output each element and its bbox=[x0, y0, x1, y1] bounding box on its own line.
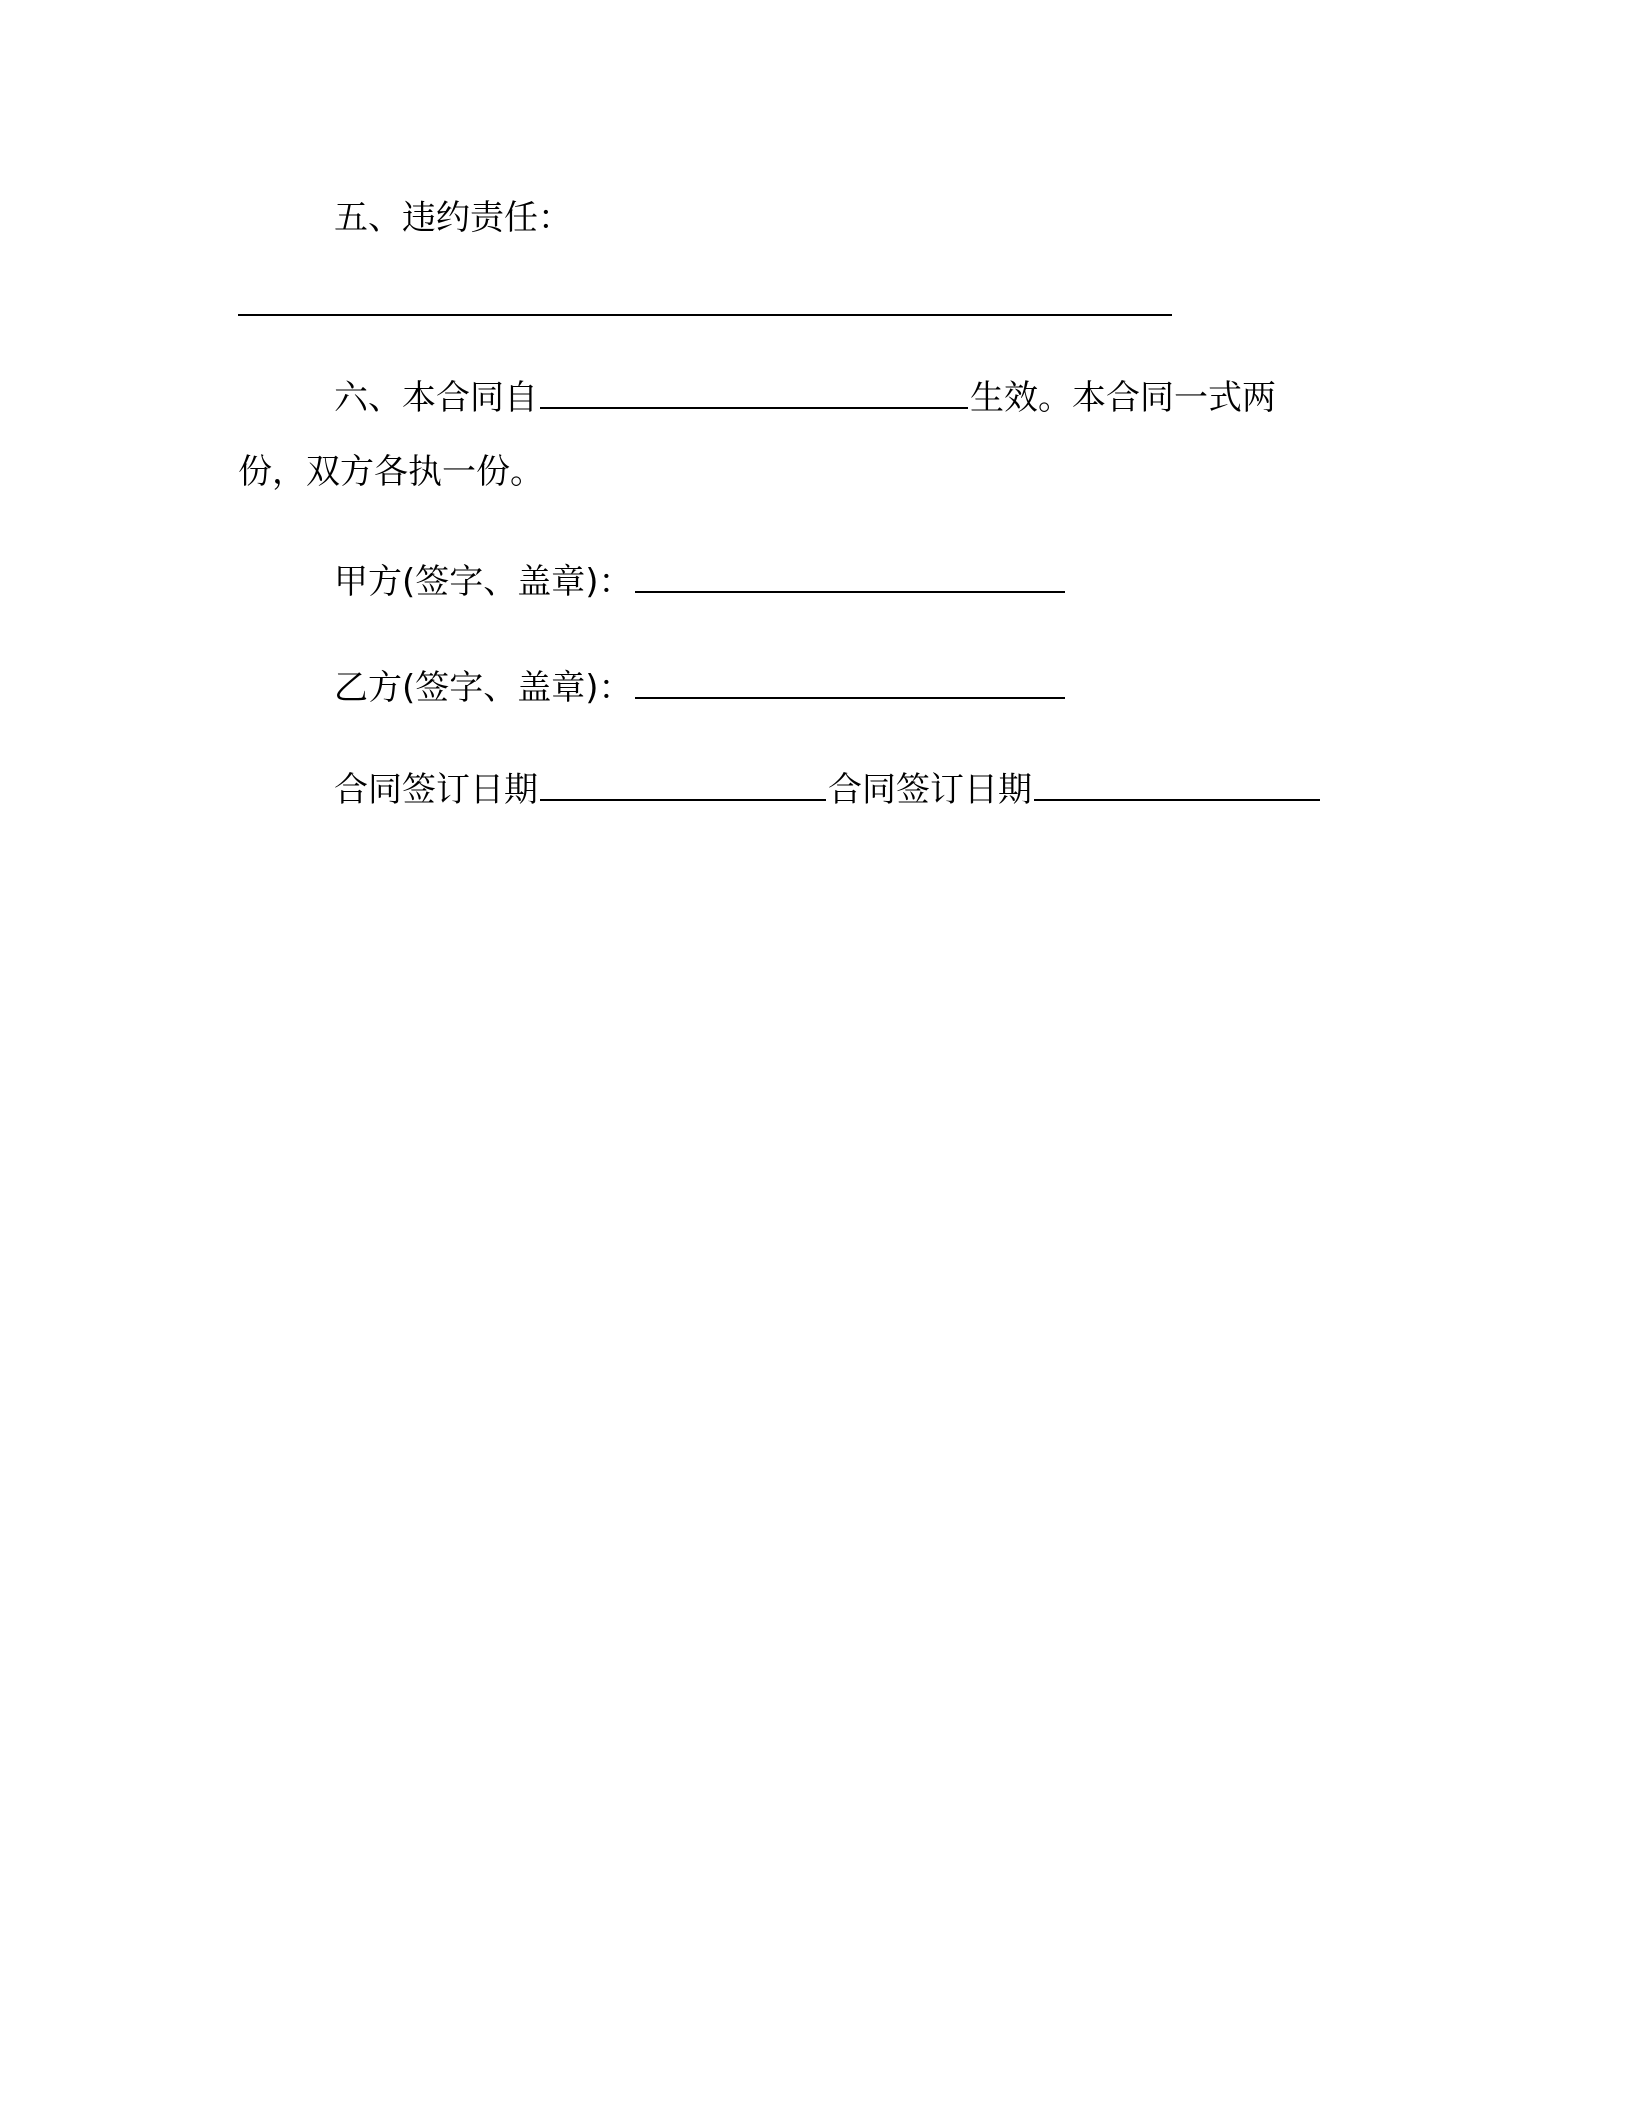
party-a-signature-blank[interactable] bbox=[635, 561, 1065, 593]
sign-date-blank-2[interactable] bbox=[1034, 769, 1320, 801]
sign-date-blank-1[interactable] bbox=[540, 769, 826, 801]
party-b-label: 乙方(签字、盖章)： bbox=[334, 668, 633, 708]
section-6-continuation-text: 份，双方各执一份。 bbox=[238, 452, 544, 492]
party-a-signature-line bbox=[334, 560, 1067, 604]
party-b-signature-blank[interactable] bbox=[635, 667, 1065, 699]
sign-date-line bbox=[334, 768, 1322, 812]
section-5-heading-text: 五、违约责任： bbox=[334, 198, 572, 238]
party-a-label: 甲方(签字、盖章)： bbox=[334, 562, 633, 602]
sign-date-label-2: 合同签订日期 bbox=[828, 770, 1032, 810]
section-6-prefix: 六、本合同自 bbox=[334, 378, 538, 418]
section-5-heading bbox=[334, 196, 572, 240]
section-6-suffix: 生效。本合同一式两 bbox=[970, 378, 1276, 418]
effective-date-blank[interactable] bbox=[540, 377, 968, 409]
section-6-line bbox=[334, 376, 1276, 420]
party-b-signature-line bbox=[334, 666, 1067, 710]
section-6-continuation bbox=[238, 450, 544, 494]
sign-date-label-1: 合同签订日期 bbox=[334, 770, 538, 810]
breach-liability-blank[interactable] bbox=[238, 314, 1172, 316]
